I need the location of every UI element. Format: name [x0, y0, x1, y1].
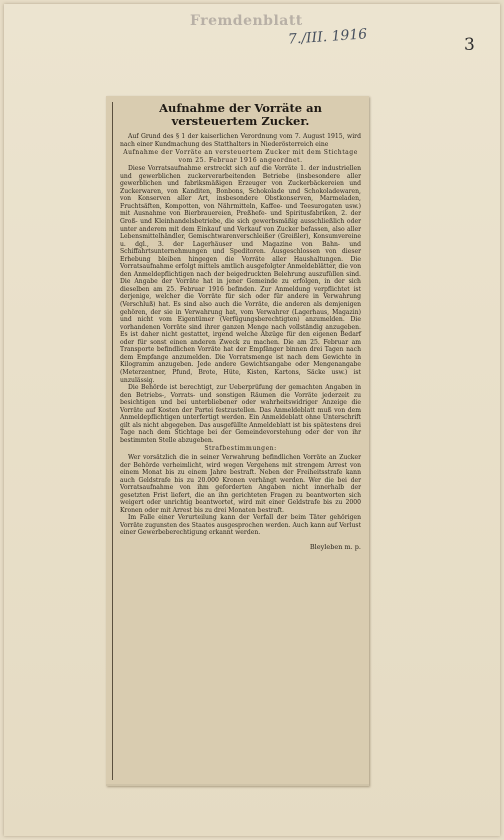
article-signature: Bleyleben m. p. [309, 542, 361, 551]
newspaper-clipping [106, 96, 369, 786]
paragraph-spaced: Aufnahme der Vorräte an versteuertem Zucker mit dem Stichtage vom 25. Februar 1916 angeordnet. [123, 149, 358, 164]
penal-heading: Strafbestimmungen: [204, 445, 277, 453]
clipping-bottom-edge [106, 784, 369, 786]
paragraph-authority: Die Behörde ist berechtigt, zur Ueberprüfung der gemachten Angaben in den Betriebs-, Vorrats- und sonstigen Räumen die Vorräte jederzeit zu besichtigen und bei unterbliebener oder wahrheitswidriger Anzeige die Vorräte auf Kosten der Partei festzustellen. Das Anmeldeblatt muß von dem Anmeldepflichtigen unterfertigt werden. Ein Anmeldeblatt ohne Unterschrift gilt als nicht abgegeben. Das ausgefüllte Anmeldeblatt ist bis spätestens drei Tage nach dem Stichtage bei der Gemeindevorstehung oder der von ihr bestimmten Stelle abzugeben. [120, 384, 361, 444]
paragraph-forfeiture: Im Falle einer Verurteilung kann der Verfall der beim Täter gehörigen Vorräte zugunsten des Staates ausgesprochen werden. Auch kann auf Verlust einer Gewerbeberechtigung erkannt werden. [120, 514, 361, 537]
paragraph-intro: Auf Grund des § 1 der kaiserlichen Verordnung vom 7. August 1915, wird nach einer Kundmachung des Statthalters in Niederösterreich eine [120, 133, 361, 148]
paragraph-penalties: Wer vorsätzlich die in seiner Verwahrung befindlichen Vorräte an Zucker der Behörde verheimlicht, wird wegen Vergehens mit strengem Arrest von einem Monat bis zu einem Jahre bestraft. Neben der Freiheitsstrafe kann auch Geldstrafe bis zu 20.000 Kronen verhängt werden. Wer die bei der Vorratsaufnahme von ihm geforderten Angaben nicht innerhalb der gesetzten Frist liefert, die an ihn gerichteten Fragen zu beantworten sich weigert oder unrichtig beantwortet, wird mit einer Geldstrafe bis zu 2000 Kronen oder mit Arrest bis zu drei Monaten bestraft. [120, 453, 361, 514]
page-number: 3 [464, 35, 475, 55]
paragraph-scope: Diese Vorratsaufnahme erstreckt sich auf die Vorräte 1. der industriellen und gewerblichen zuckerverarbeitenden Betriebe (insbesondere aller gewerblichen und fabriksmäßigen Erzeuger von Zuckerbäckereien und Zuckerwaren, von Kanditen, Bonbons, Schokolade und Schokoladewaren, von Konserven aller Art, insbesondere Obstkonserven, Marmeladen, Fruchtsäften, Kompotten, von Nährmitteln, Kaffee- und Teesurogaten usw.) mit Ausnahme von Bierbrauereien, Preßhefe- und Spiritusfabriken, 2. der Groß- und Kleinhandelsbetriebe, die sich gewerbsmäßig ausschließlich oder unter anderem mit dem Einkauf und Verkauf von Zucker befassen, also aller Lebensmittelhändler, Gemischtwarenverschleißer (Greißler), Konsumvereine u. dgl., 3. der Lagerhäuser und Magazine von Bahn- und Schiffahrtsunternehmungen und Speditoren. Ausgeschlossen von dieser Erhebung bleiben hingegen die Vorräte aller Haushaltungen. Die Vorratsaufnahme erfolgt mittels amtlich ausgefolgter Anmeldeblätter, die von den Anmeldepflichtigen nach der beigedruckten Belehrung auszufüllen sind. Die Angabe der Vorräte hat in jener Gemeinde zu erfolgen, in der sich dieselben am 25. Februar 1916 befinden. Zur Anmeldung verpflichtet ist derjenige, welcher die Vorräte für sich oder für andere in Verwahrung (Verschluß) hat. Es sind also auch die Vorräte, die anderen als demjenigen gehören, der sie in Verwahrung hat, vom Verwahrer (Lagerhaus, Magazin) und nicht vom Eigentümer (Verfügungsberechtigten) anzumelden. Die vorhandenen Vorräte sind ihrer ganzen Menge nach vollständig anzugeben. Es ist daher nicht gestattet, irgend welche Abzüge für den eigenen Bedarf oder für sonst einen anderen Zweck zu machen. Die am 25. Februar am Transporte befindlichen Vorräte hat der Empfänger binnen drei Tagen nach dem Empfange anzumelden. Die Vorratsmenge ist nach dem Gewichte in Kilogramm anzugeben. Jede andere Gewichtsangabe oder Mengenangabe (Meterzentner, Pfund, Brote, Hüte, Kisten, Kartons, Säcke usw.) ist unzulässig. [120, 165, 361, 384]
newspaper-stamp: Fremdenblatt [190, 13, 303, 29]
article-body [114, 133, 361, 537]
handwritten-date: 7./III. 1916 [287, 26, 368, 48]
article-headline: Aufnahme der Vorräte an versteuertem Zucker. [159, 101, 322, 128]
